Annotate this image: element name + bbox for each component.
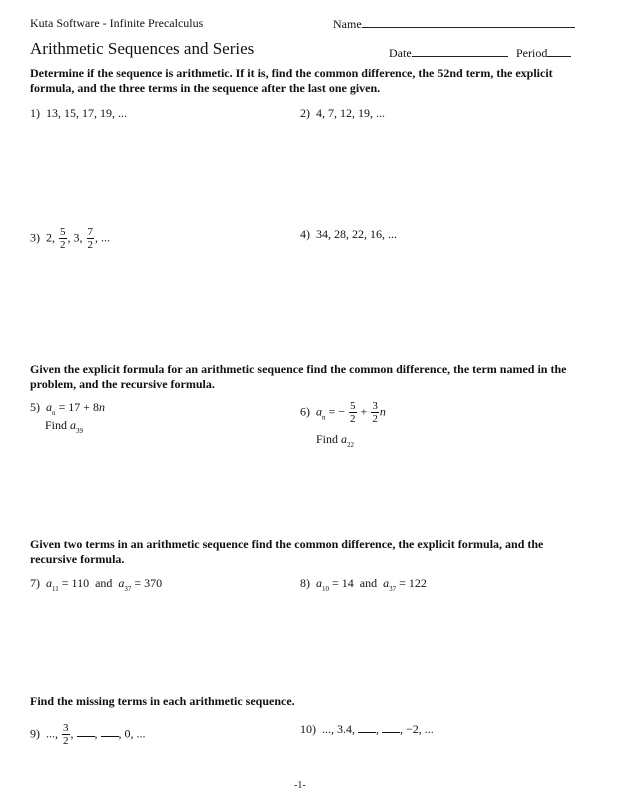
problem-number: 3) (30, 230, 40, 245)
problem-number: 10) (300, 722, 316, 736)
answer-blank[interactable] (101, 728, 119, 737)
subscript: n (52, 409, 56, 417)
sequence: 13, 15, 17, 19, ... (46, 106, 127, 120)
sequence: 34, 28, 22, 16, ... (316, 227, 397, 241)
problem-6 (300, 400, 386, 425)
problem-3 (30, 226, 110, 251)
answer-blank[interactable] (382, 724, 400, 733)
variable: n (379, 404, 386, 419)
term: ..., (46, 726, 58, 741)
problem-number: 4) (300, 227, 310, 241)
fraction (349, 400, 357, 425)
sequence: 4, 7, 12, 19, ... (316, 106, 385, 120)
term: , 0, ... (118, 726, 146, 741)
software-label: Kuta Software - Infinite Precalculus (30, 16, 204, 30)
problem-7 (30, 576, 162, 593)
problem-9 (30, 722, 146, 747)
worksheet-title: Arithmetic Sequences and Series (30, 39, 255, 58)
period-line (547, 45, 571, 57)
section-4-instructions: Find the missing terms in each arithmetic sequence. (30, 694, 295, 708)
problem-number: 7) (30, 576, 40, 590)
variable: a (341, 432, 348, 446)
variable: a (316, 404, 322, 419)
problem-6-find (316, 432, 354, 449)
variable: a (70, 418, 77, 432)
period-label: Period (516, 46, 548, 60)
section-3-instructions: Given two terms in an arithmetic sequence find the common difference, the explicit formula, and the recursive formula. (30, 537, 544, 566)
problem-10 (300, 722, 434, 737)
fraction (87, 226, 95, 251)
problem-5 (30, 400, 105, 417)
separator: , (94, 726, 98, 741)
value: = 14 (332, 576, 354, 590)
answer-blank[interactable] (77, 728, 95, 737)
subscript: 11 (52, 585, 59, 593)
name-field[interactable] (333, 16, 575, 32)
term: , ... (95, 230, 110, 245)
numerator: 5 (60, 226, 66, 238)
name-label: Name (333, 17, 362, 31)
subscript: 37 (389, 585, 397, 593)
separator: , (376, 722, 379, 736)
answer-blank[interactable] (358, 724, 376, 733)
operator: + (360, 404, 368, 419)
fraction (62, 722, 70, 747)
problem-4 (300, 227, 397, 242)
expression: = − (328, 404, 346, 419)
problem-2 (300, 106, 385, 121)
value: = 370 (134, 576, 163, 590)
separator: , (70, 726, 74, 741)
numerator: 3 (63, 722, 69, 734)
problem-number: 6) (300, 404, 310, 419)
conjunction: and (359, 576, 378, 590)
problem-number: 9) (30, 726, 40, 741)
subscript: n (322, 413, 326, 422)
denominator: 2 (87, 239, 93, 251)
subscript: 37 (124, 585, 132, 593)
variable: a (46, 400, 52, 414)
term: , −2, ... (400, 722, 434, 736)
expression: = 17 + 8 (58, 400, 100, 414)
denominator: 2 (63, 735, 69, 747)
subscript: 22 (347, 441, 355, 449)
section-1-instructions: Determine if the sequence is arithmetic. If it is, find the common difference, the 52nd term, the explicit formula, and the three terms in the sequence after the last one given. (30, 66, 553, 95)
find-label: Find (316, 432, 339, 446)
variable: a (383, 576, 390, 590)
denominator: 2 (350, 413, 356, 425)
problem-8 (300, 576, 427, 593)
value: = 122 (399, 576, 427, 590)
subscript: 10 (322, 585, 329, 593)
problem-1 (30, 106, 127, 121)
term: , 3, (67, 230, 83, 245)
numerator: 7 (87, 226, 93, 238)
fraction (371, 400, 379, 425)
problem-number: 5) (30, 400, 40, 414)
period-field[interactable] (516, 45, 571, 61)
problem-number: 8) (300, 576, 310, 590)
problem-5-find (45, 418, 83, 435)
date-label: Date (389, 46, 412, 60)
variable: a (46, 576, 52, 590)
problem-number: 1) (30, 106, 40, 120)
denominator: 2 (372, 413, 378, 425)
name-line (362, 16, 575, 28)
denominator: 2 (60, 239, 66, 251)
numerator: 3 (372, 400, 378, 412)
find-label: Find (45, 418, 68, 432)
date-field[interactable] (389, 45, 508, 61)
section-2-instructions: Given the explicit formula for an arithmetic sequence find the common difference, the term named in the problem, and the recursive formula. (30, 362, 567, 391)
numerator: 5 (350, 400, 356, 412)
value: = 110 (61, 576, 90, 590)
variable: a (118, 576, 125, 590)
problem-number: 2) (300, 106, 310, 120)
variable: n (99, 400, 106, 414)
term: ..., 3.4, (322, 722, 355, 736)
conjunction: and (95, 576, 113, 590)
term: 2, (46, 230, 55, 245)
fraction (59, 226, 67, 251)
page-number: -1- (294, 780, 306, 791)
date-line (412, 45, 508, 57)
variable: a (316, 576, 322, 590)
subscript: 39 (76, 427, 84, 435)
